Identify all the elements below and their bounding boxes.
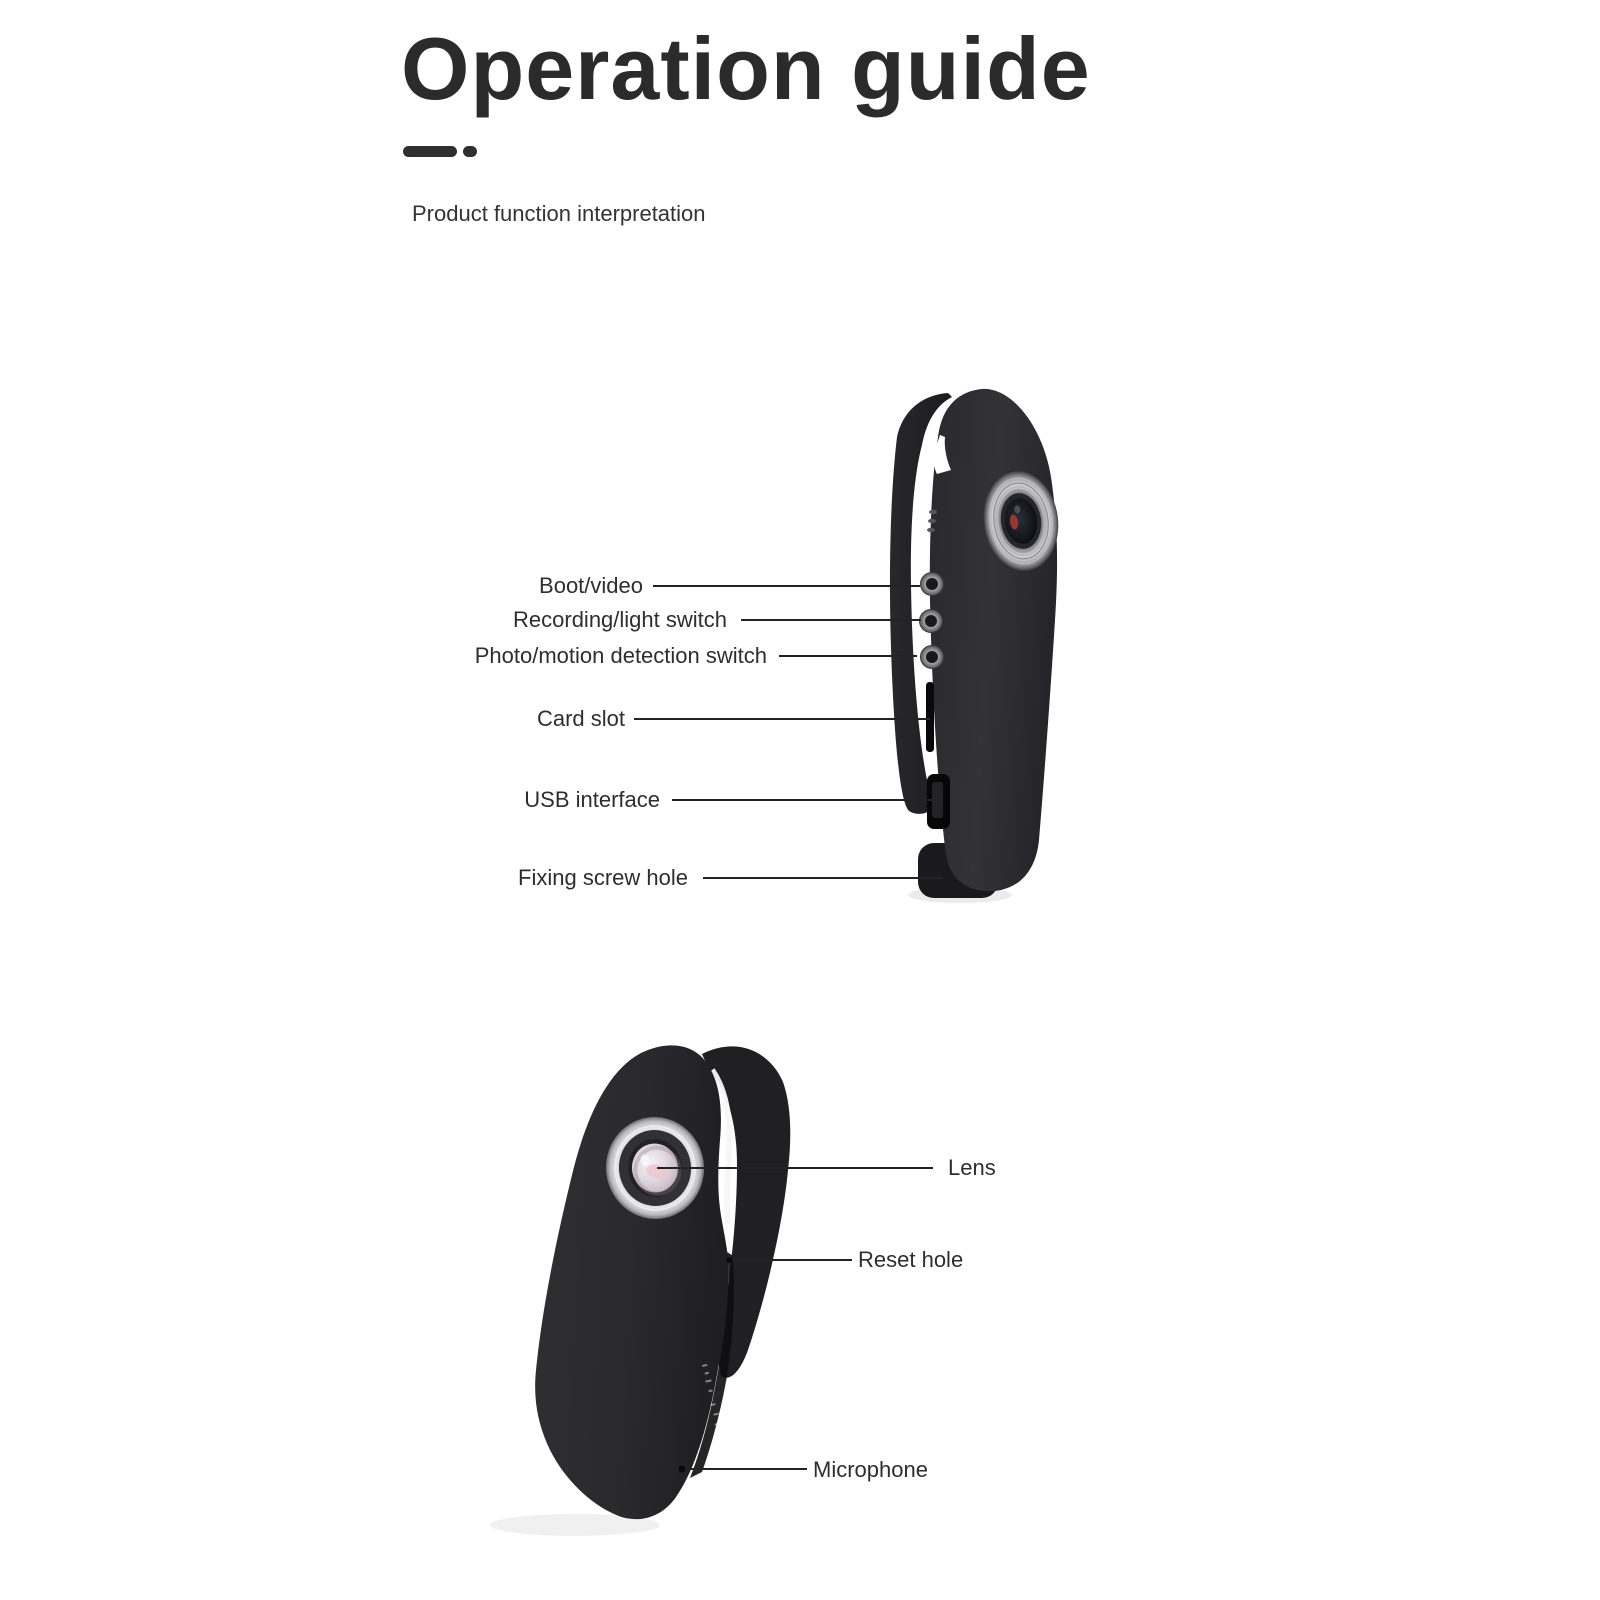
camera-front-view-image bbox=[440, 1020, 810, 1545]
leader-line-photo-motion-detection-switch bbox=[779, 655, 917, 657]
title-underline-long bbox=[403, 146, 457, 157]
leader-line-reset-hole bbox=[733, 1259, 852, 1261]
label-lens: Lens bbox=[948, 1155, 996, 1180]
microphone-hole bbox=[679, 1466, 686, 1473]
boot-video-button-icon bbox=[921, 573, 944, 596]
label-reset-hole: Reset hole bbox=[858, 1247, 964, 1272]
photo-motion-switch-icon bbox=[921, 646, 944, 669]
leader-line-card-slot bbox=[634, 718, 930, 720]
label-boot-video: Boot/video bbox=[539, 573, 643, 598]
title-underline-short bbox=[463, 146, 477, 157]
leader-line-usb-interface bbox=[672, 799, 933, 801]
page-subtitle: Product function interpretation bbox=[412, 201, 706, 226]
leader-line-microphone bbox=[687, 1468, 807, 1470]
recording-light-switch-icon bbox=[920, 610, 943, 633]
leader-line-fixing-screw-hole bbox=[703, 877, 943, 879]
label-fixing-screw-hole: Fixing screw hole bbox=[518, 865, 688, 890]
label-photo-motion-detection-switch: Photo/motion detection switch bbox=[474, 643, 767, 668]
reset-hole bbox=[726, 1257, 732, 1263]
camera-body bbox=[535, 1045, 728, 1519]
page-title: Operation guide bbox=[401, 19, 1091, 118]
label-usb-interface: USB interface bbox=[524, 787, 660, 812]
label-card-slot: Card slot bbox=[536, 706, 625, 731]
label-recording-light-switch: Recording/light switch bbox=[513, 607, 727, 632]
camera-side-view-image bbox=[860, 375, 1090, 905]
label-microphone: Microphone bbox=[813, 1457, 928, 1482]
leader-line-recording-light-switch bbox=[741, 619, 921, 621]
leader-line-lens bbox=[657, 1167, 933, 1169]
usb-port bbox=[927, 774, 950, 829]
card-slot bbox=[926, 682, 934, 752]
leader-line-boot-video bbox=[653, 585, 920, 587]
